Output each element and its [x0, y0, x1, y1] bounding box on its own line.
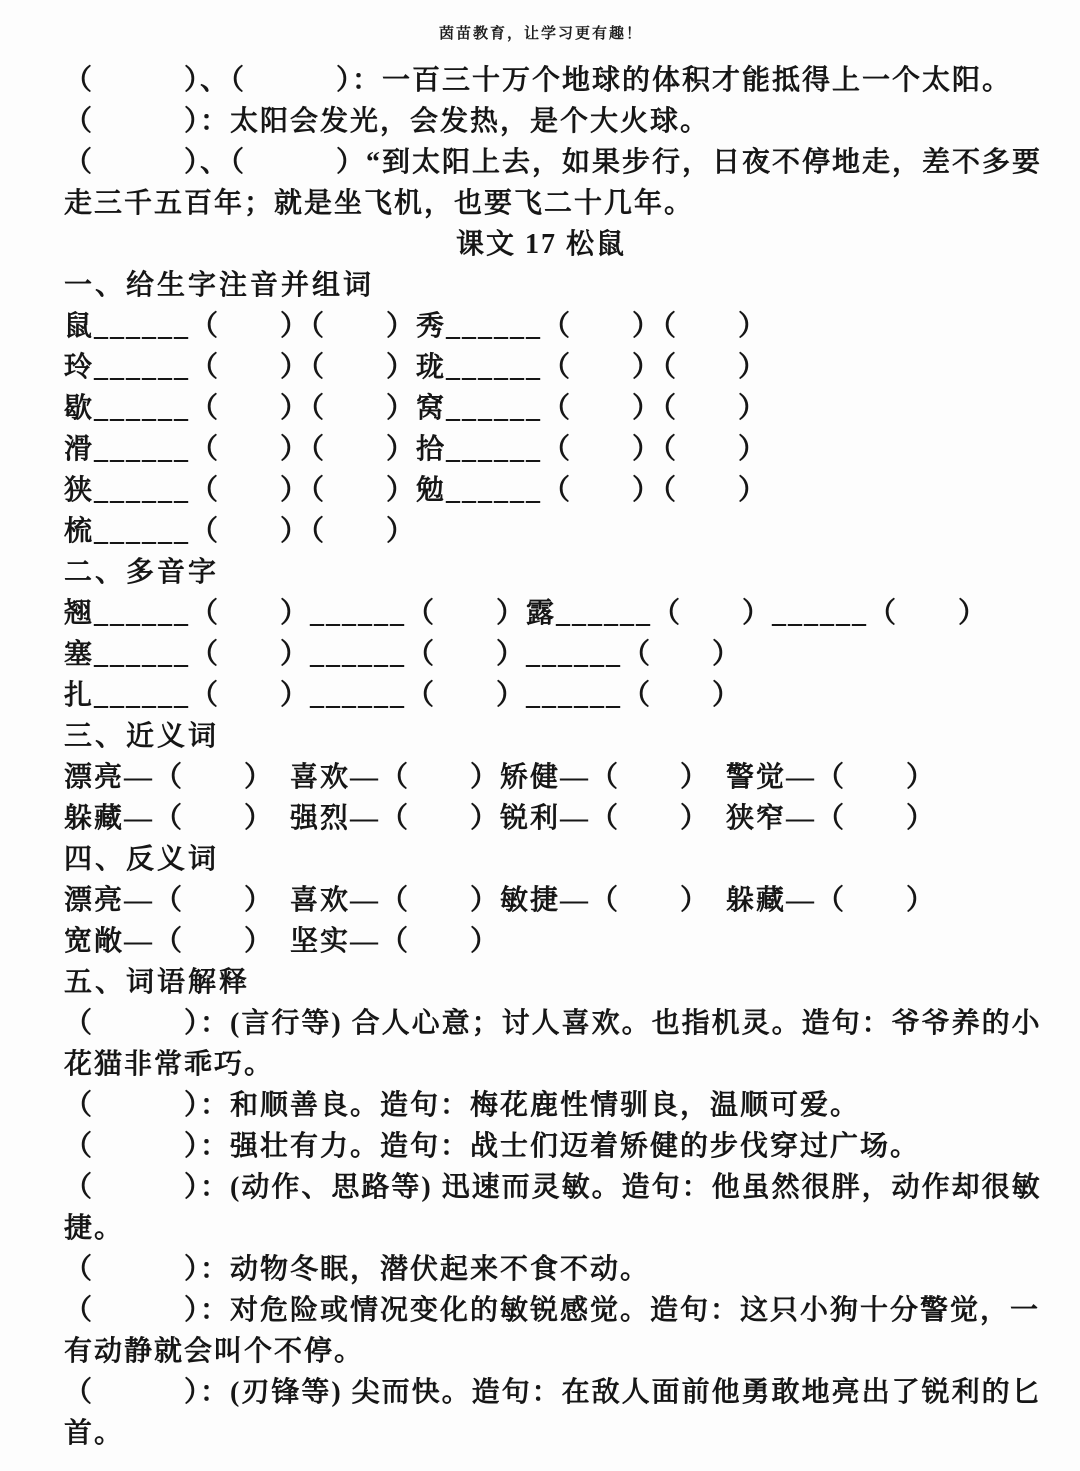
fill-blank-line: 梳______（ ）（ ）: [64, 516, 417, 547]
definition-line: 首。: [64, 1418, 125, 1449]
section-heading-1: 一、给生字注音并组词: [64, 270, 375, 301]
section-heading-5: 五、词语解释: [64, 967, 251, 998]
definition-line: （ ）：动物冬眠，潜伏起来不食不动。: [64, 1254, 651, 1285]
definition-line: 捷。: [64, 1213, 125, 1244]
intro-line: （ ）：太阳会发光，会发热，是个大火球。: [64, 106, 711, 137]
fill-blank-line: 鼠______（ ）（ ）秀______（ ）（ ）: [64, 311, 769, 342]
section-heading-2: 二、多音字: [64, 557, 220, 588]
fill-blank-line: 躲藏—（ ） 强烈—（ ）锐利—（ ） 狭窄—（ ）: [64, 803, 937, 834]
definition-line: （ ）：强壮有力。造句：战士们迈着矫健的步伐穿过广场。: [64, 1131, 921, 1162]
intro-line: （ ）、（ ）“到太阳上去，如果步行，日夜不停地走，差不多要: [64, 147, 1043, 178]
fill-blank-line: 歇______（ ）（ ）窝______（ ）（ ）: [64, 393, 769, 424]
intro-line: （ ）、（ ）：一百三十万个地球的体积才能抵得上一个太阳。: [64, 65, 1013, 96]
definition-line: 有动静就会叫个不停。: [64, 1336, 365, 1367]
fill-blank-line: 塞______（ ）______（ ）______（ ）: [64, 639, 743, 670]
fill-blank-line: 漂亮—（ ） 喜欢—（ ）敏捷—（ ） 躲藏—（ ）: [64, 885, 937, 916]
fill-blank-line: 漂亮—（ ） 喜欢—（ ）矫健—（ ） 警觉—（ ）: [64, 762, 937, 793]
definition-line: 花猫非常乖巧。: [64, 1049, 275, 1080]
fill-blank-line: 宽敞—（ ） 坚实—（ ）: [64, 926, 501, 957]
fill-blank-line: 翘______（ ）______（ ）露______（ ）______（ ）: [64, 598, 989, 629]
page-title: 课文 17 松鼠: [455, 229, 626, 260]
definition-line: （ ）：对危险或情况变化的敏锐感觉。造句：这只小狗十分警觉，一: [64, 1295, 1041, 1326]
definition-line: （ ）：(刃锋等) 尖而快。造句：在敌人面前他勇敢地亮出了锐利的匕: [64, 1377, 1042, 1408]
definition-line: （ ）：(动作、思路等) 迅速而灵敏。造句：他虽然很胖，动作却很敏: [64, 1172, 1042, 1203]
section-heading-4: 四、反义词: [64, 844, 220, 875]
intro-line: 走三千五百年；就是坐飞机，也要飞二十几年。: [64, 188, 695, 219]
fill-blank-line: 玲______（ ）（ ）珑______（ ）（ ）: [64, 352, 769, 383]
definition-line: （ ）：(言行等) 合人心意；讨人喜欢。也指机灵。造句：爷爷养的小: [64, 1008, 1042, 1039]
section-heading-3: 三、近义词: [64, 721, 220, 752]
brand-header: 茵苗教育，让学习更有趣！: [438, 26, 643, 42]
fill-blank-line: 扎______（ ）______（ ）______（ ）: [64, 680, 743, 711]
definition-line: （ ）：和顺善良。造句：梅花鹿性情驯良，温顺可爱。: [64, 1090, 861, 1121]
fill-blank-line: 滑______（ ）（ ）拾______（ ）（ ）: [64, 434, 769, 465]
fill-blank-line: 狭______（ ）（ ）勉______（ ）（ ）: [64, 475, 769, 506]
